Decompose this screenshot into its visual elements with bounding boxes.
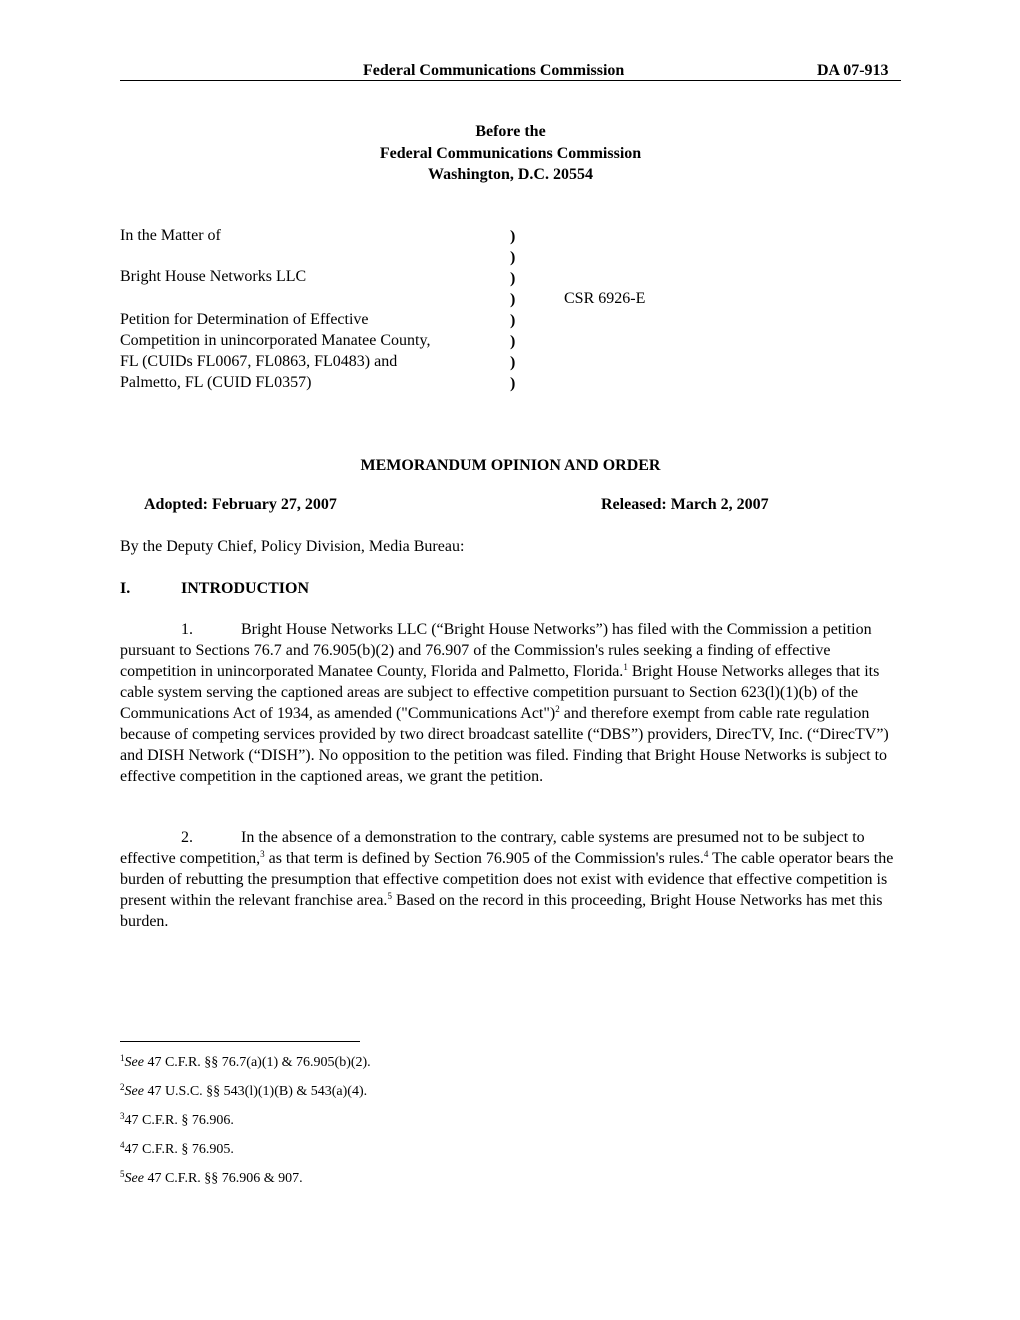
footnote-4	[120, 1142, 234, 1158]
footnote-number: 2	[120, 1082, 125, 1092]
footnote-number: 3	[120, 1111, 125, 1121]
caption-paren: )	[510, 354, 516, 371]
released-date: Released: March 2, 2007	[601, 496, 769, 513]
petition-line: FL (CUIDs FL0067, FL0863, FL0483) and	[120, 353, 398, 370]
footnote-separator	[120, 1041, 360, 1042]
paragraph-number: 2.	[181, 829, 193, 846]
case-number: CSR 6926-E	[564, 290, 646, 307]
footnote-number: 5	[120, 1169, 125, 1179]
footnote-text: 47 C.F.R. §§ 76.906 & 907.	[143, 1171, 303, 1186]
caption-paren: )	[510, 375, 516, 392]
header-rule	[120, 80, 901, 81]
footnote-text: 47 C.F.R. § 76.906.	[124, 1113, 234, 1128]
caption-agency: Federal Communications Commission	[379, 145, 642, 162]
footnote-number: 4	[120, 1140, 125, 1150]
caption-location: Washington, D.C. 20554	[428, 166, 593, 183]
header-docket-number: DA 07-913	[817, 62, 889, 79]
paragraph-text: Bright House Networks LLC (“Bright House Networks”) has filed with the Commission a petition pursuant to Sections 76.7 and 76.905(b)(2) and 76.907 of the Commission's rules seeking a finding of effective competition in unincorporated Manatee County, Florida and Palmetto, Florida.	[120, 621, 872, 680]
header-agency: Federal Communications Commission	[363, 62, 625, 79]
footnote-ref: 1	[623, 662, 628, 672]
caption-paren: )	[510, 312, 516, 329]
party-name: Bright House Networks LLC	[120, 268, 307, 285]
caption-paren: )	[510, 333, 516, 350]
footnote-text: 47 C.F.R. § 76.905.	[124, 1142, 234, 1157]
caption-paren: )	[510, 228, 516, 245]
footnote-3	[120, 1113, 234, 1129]
caption-paren: )	[510, 249, 516, 266]
adopted-date: Adopted: February 27, 2007	[144, 496, 337, 513]
caption-paren: )	[510, 291, 516, 308]
paragraph-text: In the absence of a demonstration to the contrary, cable systems are presumed not to be subject to effective competition,	[120, 829, 865, 867]
petition-line: Petition for Determination of Effective	[120, 311, 369, 328]
paragraph-text: The cable operator bears the burden of rebutting the presumption that effective competition does not exist with evidence that effective competition is present within the relevant franchise area.	[120, 850, 894, 909]
footnote-1	[120, 1055, 371, 1071]
by-line: By the Deputy Chief, Policy Division, Media Bureau:	[120, 538, 465, 555]
footnote-signal: See	[124, 1055, 144, 1070]
footnote-signal: See	[124, 1171, 144, 1186]
paragraph-text: and therefore exempt from cable rate regulation because of competing services provided by two direct broadcast satellite (“DBS”) providers, DirecTV, Inc. (“DirecTV”) and DISH Network (“DISH”). No opposition to the petition was filed. Finding that Bright House Networks is subject to effective competition in the captioned areas, we grant the petition.	[120, 705, 889, 785]
footnote-text: 47 C.F.R. §§ 76.7(a)(1) & 76.905(b)(2).	[143, 1055, 371, 1070]
footnote-ref: 2	[555, 704, 560, 714]
footnote-number: 1	[120, 1053, 125, 1063]
paragraph-text: as that term is defined by Section 76.905 of the Commission's rules.	[264, 850, 704, 867]
section-title: INTRODUCTION	[181, 580, 310, 597]
footnote-5	[120, 1171, 303, 1187]
footnote-ref: 3	[260, 849, 265, 859]
paragraph-number: 1.	[181, 621, 193, 638]
footnote-2	[120, 1084, 367, 1100]
paragraph-text: Bright House Networks alleges that its cable system serving the captioned areas are subject to effective competition pursuant to Section 623(l)(1)(b) of the Communications Act of 1934, as amended ("Communications Act")	[120, 663, 880, 722]
petition-line: Palmetto, FL (CUID FL0357)	[120, 374, 312, 391]
section-numeral: I.	[120, 580, 131, 597]
footnote-ref: 4	[703, 849, 709, 859]
caption-before-the: Before the	[475, 123, 546, 140]
paragraph-2	[120, 827, 901, 932]
caption-paren: )	[510, 270, 516, 287]
in-the-matter-of: In the Matter of	[120, 227, 221, 244]
footnote-text: 47 U.S.C. §§ 543(l)(1)(B) & 543(a)(4).	[143, 1084, 368, 1099]
footnote-ref: 5	[387, 891, 392, 901]
paragraph-1	[120, 619, 901, 787]
paragraph-text: Based on the record in this proceeding, Bright House Networks has met this burden.	[120, 892, 883, 930]
order-title: MEMORANDUM OPINION AND ORDER	[360, 457, 661, 474]
footnote-signal: See	[124, 1084, 144, 1099]
petition-line: Competition in unincorporated Manatee County,	[120, 332, 431, 349]
